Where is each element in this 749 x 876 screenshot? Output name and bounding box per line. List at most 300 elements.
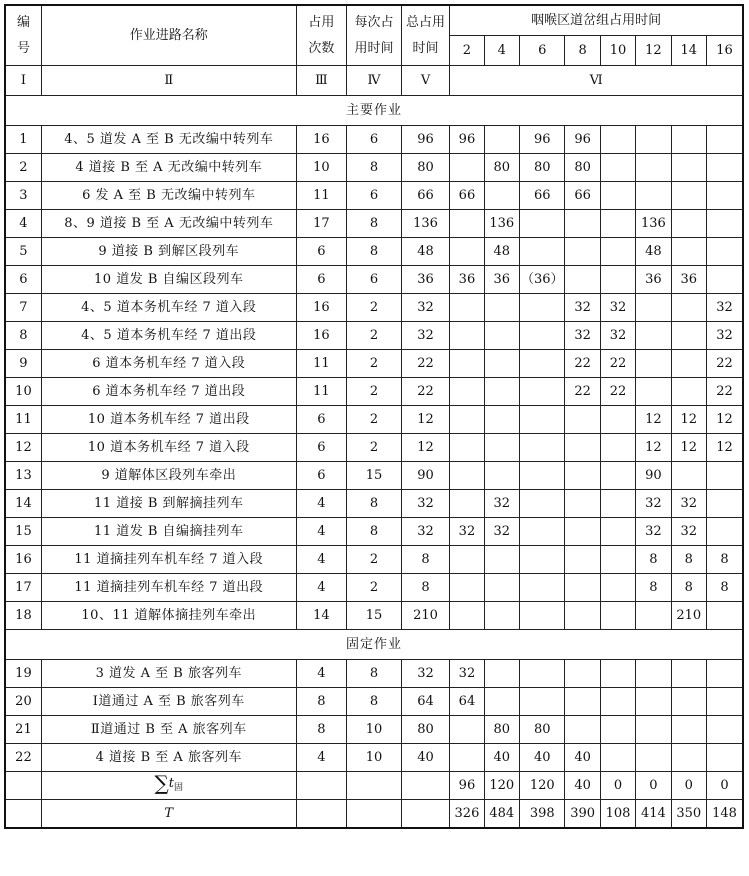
row-each-time: 2	[347, 378, 402, 406]
row-route-name: 11 道发 B 自编摘挂列车	[41, 518, 296, 546]
row-route-name: 10 道本务机车经 7 道入段	[41, 434, 296, 462]
sum-value: 120	[520, 772, 565, 800]
total-value: 390	[565, 800, 600, 829]
row-switch-cell: 40	[565, 744, 600, 772]
table-row	[5, 406, 743, 434]
row-count: 6	[296, 434, 347, 462]
row-no: 5	[5, 238, 41, 266]
row-switch-cell	[520, 350, 565, 378]
row-switch-cell	[600, 154, 635, 182]
row-switch-cell: 8	[636, 546, 671, 574]
switch-group-14: 14	[671, 36, 706, 66]
row-switch-cell	[520, 406, 565, 434]
row-switch-cell	[600, 688, 635, 716]
row-switch-cell: 36	[484, 266, 519, 294]
row-switch-cell	[671, 294, 706, 322]
total-total-cell	[401, 800, 450, 829]
row-switch-cell: 32	[671, 490, 706, 518]
row-total-time: 210	[401, 602, 450, 630]
row-no: 8	[5, 322, 41, 350]
roman-4: Ⅳ	[347, 66, 402, 96]
row-switch-cell	[600, 266, 635, 294]
row-switch-cell: 32	[671, 518, 706, 546]
total-row	[5, 800, 743, 829]
row-switch-cell	[636, 744, 671, 772]
row-no: 13	[5, 462, 41, 490]
table-row	[5, 602, 743, 630]
row-switch-cell: 22	[565, 378, 600, 406]
row-switch-cell: 22	[600, 378, 635, 406]
row-switch-cell	[706, 462, 743, 490]
row-switch-cell	[600, 126, 635, 154]
row-count: 11	[296, 182, 347, 210]
row-count: 4	[296, 518, 347, 546]
row-switch-cell	[671, 154, 706, 182]
row-route-name: Ⅱ道通过 B 至 A 旅客列车	[41, 716, 296, 744]
total-value: 414	[636, 800, 671, 829]
sum-label	[41, 772, 296, 800]
row-count: 4	[296, 546, 347, 574]
row-switch-cell: 136	[484, 210, 519, 238]
row-route-name: 8、9 道接 B 至 A 无改编中转列车	[41, 210, 296, 238]
row-no: 19	[5, 660, 41, 688]
row-switch-cell	[706, 238, 743, 266]
row-no: 1	[5, 126, 41, 154]
table-row	[5, 546, 743, 574]
row-switch-cell: 80	[484, 154, 519, 182]
table-row	[5, 518, 743, 546]
sum-count-cell	[296, 772, 347, 800]
row-switch-cell	[671, 660, 706, 688]
row-switch-cell	[484, 126, 519, 154]
row-switch-cell: 8	[706, 574, 743, 602]
row-switch-cell	[600, 602, 635, 630]
row-switch-cell	[484, 574, 519, 602]
row-no: 15	[5, 518, 41, 546]
row-switch-cell	[450, 210, 484, 238]
row-no: 10	[5, 378, 41, 406]
row-switch-cell	[565, 406, 600, 434]
row-no: 6	[5, 266, 41, 294]
row-switch-cell: 80	[484, 716, 519, 744]
row-switch-cell: 8	[671, 546, 706, 574]
total-label	[41, 800, 296, 829]
switch-group-6: 6	[520, 36, 565, 66]
row-each-time: 15	[347, 602, 402, 630]
row-no: 21	[5, 716, 41, 744]
header-no-line1: 编	[16, 14, 30, 30]
row-switch-cell	[636, 294, 671, 322]
row-switch-cell	[520, 462, 565, 490]
row-switch-cell	[520, 210, 565, 238]
row-switch-cell	[484, 294, 519, 322]
row-switch-cell: 32	[636, 490, 671, 518]
row-count: 6	[296, 238, 347, 266]
sum-value: 40	[565, 772, 600, 800]
row-switch-cell	[706, 210, 743, 238]
row-each-time: 2	[347, 574, 402, 602]
row-route-name: 11 道摘挂列车机车经 7 道入段	[41, 546, 296, 574]
row-total-time: 40	[401, 744, 450, 772]
row-switch-cell	[671, 462, 706, 490]
row-switch-cell	[520, 518, 565, 546]
row-switch-cell	[565, 574, 600, 602]
roman-6: Ⅵ	[450, 66, 743, 96]
row-route-name: 10 道本务机车经 7 道出段	[41, 406, 296, 434]
row-switch-cell	[484, 688, 519, 716]
table-row	[5, 462, 743, 490]
row-switch-cell	[600, 210, 635, 238]
row-each-time: 2	[347, 546, 402, 574]
row-total-time: 64	[401, 688, 450, 716]
row-switch-cell	[450, 350, 484, 378]
row-no: 7	[5, 294, 41, 322]
row-switch-cell	[450, 154, 484, 182]
row-switch-cell	[671, 744, 706, 772]
sum-symbol: ∑	[154, 771, 169, 795]
row-switch-cell: 32	[600, 322, 635, 350]
row-switch-cell	[636, 378, 671, 406]
row-switch-cell: 22	[600, 350, 635, 378]
row-switch-cell	[484, 462, 519, 490]
row-each-time: 8	[347, 154, 402, 182]
row-total-time: 12	[401, 434, 450, 462]
switch-group-12: 12	[636, 36, 671, 66]
row-switch-cell	[706, 518, 743, 546]
row-switch-cell	[600, 716, 635, 744]
row-switch-cell	[600, 462, 635, 490]
switch-group-2: 2	[450, 36, 484, 66]
row-total-time: 32	[401, 518, 450, 546]
total-value: 108	[600, 800, 635, 829]
row-switch-cell	[484, 406, 519, 434]
row-switch-cell: 32	[450, 660, 484, 688]
row-each-time: 6	[347, 266, 402, 294]
row-switch-cell	[484, 182, 519, 210]
table-row	[5, 238, 743, 266]
row-switch-cell	[636, 322, 671, 350]
row-switch-cell	[450, 574, 484, 602]
row-each-time: 2	[347, 350, 402, 378]
row-route-name: Ⅰ道通过 A 至 B 旅客列车	[41, 688, 296, 716]
row-count: 8	[296, 716, 347, 744]
sum-row	[5, 772, 743, 800]
total-value: 326	[450, 800, 484, 829]
row-switch-cell	[636, 154, 671, 182]
row-route-name: 11 道接 B 到解摘挂列车	[41, 490, 296, 518]
row-switch-cell	[671, 378, 706, 406]
row-switch-cell	[520, 378, 565, 406]
row-switch-cell	[520, 602, 565, 630]
row-count: 14	[296, 602, 347, 630]
row-count: 6	[296, 462, 347, 490]
row-switch-cell: 210	[671, 602, 706, 630]
row-switch-cell: 96	[450, 126, 484, 154]
row-switch-cell	[706, 490, 743, 518]
row-switch-cell: 80	[520, 716, 565, 744]
row-no: 17	[5, 574, 41, 602]
row-switch-cell	[450, 546, 484, 574]
throat-occupancy-table	[4, 4, 744, 829]
row-switch-cell	[565, 462, 600, 490]
row-switch-cell	[636, 350, 671, 378]
row-route-name: 10、11 道解体摘挂列车牵出	[41, 602, 296, 630]
row-switch-cell: 22	[565, 350, 600, 378]
row-route-name: 4、5 道本务机车经 7 道出段	[41, 322, 296, 350]
row-route-name: 10 道发 B 自编区段列车	[41, 266, 296, 294]
row-total-time: 32	[401, 490, 450, 518]
row-total-time: 32	[401, 294, 450, 322]
row-switch-cell	[565, 266, 600, 294]
row-switch-cell: 12	[706, 434, 743, 462]
row-switch-cell	[565, 518, 600, 546]
row-count: 6	[296, 266, 347, 294]
row-switch-cell	[600, 490, 635, 518]
row-switch-cell	[450, 602, 484, 630]
row-no: 12	[5, 434, 41, 462]
switch-group-16: 16	[706, 36, 743, 66]
row-switch-cell	[671, 350, 706, 378]
row-count: 4	[296, 744, 347, 772]
total-no-cell	[5, 800, 41, 829]
row-switch-cell	[600, 518, 635, 546]
row-total-time: 80	[401, 716, 450, 744]
total-value: 148	[706, 800, 743, 829]
row-switch-cell	[450, 434, 484, 462]
row-switch-cell: 64	[450, 688, 484, 716]
row-no: 22	[5, 744, 41, 772]
row-switch-cell	[450, 490, 484, 518]
row-switch-cell	[706, 660, 743, 688]
row-switch-cell: 80	[565, 154, 600, 182]
row-each-time: 8	[347, 238, 402, 266]
row-switch-cell: 36	[636, 266, 671, 294]
row-switch-cell	[484, 602, 519, 630]
header-count-line2: 次数	[308, 40, 335, 56]
row-switch-cell	[450, 322, 484, 350]
row-switch-cell	[450, 462, 484, 490]
table-row	[5, 716, 743, 744]
row-total-time: 32	[401, 322, 450, 350]
row-switch-cell: 12	[671, 434, 706, 462]
row-switch-cell	[671, 238, 706, 266]
row-switch-cell	[671, 210, 706, 238]
row-switch-cell	[565, 660, 600, 688]
row-count: 8	[296, 688, 347, 716]
row-each-time: 8	[347, 688, 402, 716]
row-route-name: 4、5 道发 A 至 B 无改编中转列车	[41, 126, 296, 154]
row-no: 9	[5, 350, 41, 378]
row-total-time: 136	[401, 210, 450, 238]
header-each-line2: 用时间	[354, 40, 394, 56]
row-no: 16	[5, 546, 41, 574]
row-switch-cell	[706, 126, 743, 154]
row-switch-cell: 48	[636, 238, 671, 266]
row-switch-cell	[565, 238, 600, 266]
row-switch-cell	[450, 744, 484, 772]
row-total-time: 32	[401, 660, 450, 688]
sum-each-cell	[347, 772, 402, 800]
row-total-time: 96	[401, 126, 450, 154]
row-each-time: 8	[347, 490, 402, 518]
row-switch-cell: 12	[636, 434, 671, 462]
total-value: 484	[484, 800, 519, 829]
sum-value: 0	[671, 772, 706, 800]
row-each-time: 8	[347, 518, 402, 546]
row-switch-cell	[636, 660, 671, 688]
row-no: 3	[5, 182, 41, 210]
header-total	[401, 5, 450, 66]
table-row	[5, 182, 743, 210]
row-switch-cell	[600, 546, 635, 574]
row-each-time: 10	[347, 716, 402, 744]
row-route-name: 4 道接 B 至 A 无改编中转列车	[41, 154, 296, 182]
section-main-label: 主要作业	[5, 96, 743, 126]
row-switch-cell	[484, 660, 519, 688]
table-row	[5, 126, 743, 154]
sum-var: t	[168, 775, 175, 791]
row-switch-cell: 32	[484, 518, 519, 546]
row-total-time: 90	[401, 462, 450, 490]
row-count: 16	[296, 322, 347, 350]
sum-value: 0	[706, 772, 743, 800]
row-switch-cell	[636, 716, 671, 744]
row-no: 18	[5, 602, 41, 630]
row-switch-cell: 96	[565, 126, 600, 154]
row-switch-cell	[484, 350, 519, 378]
row-no: 14	[5, 490, 41, 518]
roman-2: Ⅱ	[41, 66, 296, 96]
roman-5: Ⅴ	[401, 66, 450, 96]
row-each-time: 2	[347, 406, 402, 434]
header-name: 作业进路名称	[41, 5, 296, 66]
table-row	[5, 744, 743, 772]
total-count-cell	[296, 800, 347, 829]
row-switch-cell	[484, 546, 519, 574]
row-switch-cell	[600, 660, 635, 688]
total-value: 350	[671, 800, 706, 829]
table-row	[5, 434, 743, 462]
section-fixed-row	[5, 630, 743, 660]
row-switch-cell: 32	[600, 294, 635, 322]
row-count: 6	[296, 406, 347, 434]
row-route-name: 9 道解体区段列车牵出	[41, 462, 296, 490]
row-switch-cell	[484, 322, 519, 350]
row-switch-cell	[520, 688, 565, 716]
row-switch-cell	[706, 182, 743, 210]
row-switch-cell: 40	[520, 744, 565, 772]
header-no-line2: 号	[16, 40, 30, 56]
row-count: 4	[296, 490, 347, 518]
row-count: 11	[296, 378, 347, 406]
header-no	[5, 5, 41, 66]
row-each-time: 2	[347, 294, 402, 322]
table-row	[5, 266, 743, 294]
table-row	[5, 322, 743, 350]
switch-group-4: 4	[484, 36, 519, 66]
sum-value: 0	[636, 772, 671, 800]
row-total-time: 22	[401, 350, 450, 378]
row-switch-cell	[600, 744, 635, 772]
row-switch-cell	[520, 434, 565, 462]
row-switch-cell: 12	[671, 406, 706, 434]
row-switch-cell: 32	[450, 518, 484, 546]
table-row	[5, 294, 743, 322]
sum-value: 120	[484, 772, 519, 800]
row-switch-cell	[636, 602, 671, 630]
row-route-name: 11 道摘挂列车机车经 7 道出段	[41, 574, 296, 602]
row-total-time: 80	[401, 154, 450, 182]
row-switch-cell: 32	[636, 518, 671, 546]
row-count: 11	[296, 350, 347, 378]
row-each-time: 15	[347, 462, 402, 490]
roman-3: Ⅲ	[296, 66, 347, 96]
table-row	[5, 490, 743, 518]
row-switch-cell	[565, 490, 600, 518]
row-switch-cell: 80	[520, 154, 565, 182]
row-each-time: 8	[347, 660, 402, 688]
row-total-time: 8	[401, 574, 450, 602]
row-route-name: 6 道本务机车经 7 道入段	[41, 350, 296, 378]
sum-value: 96	[450, 772, 484, 800]
row-switch-cell	[600, 574, 635, 602]
row-switch-cell	[671, 126, 706, 154]
row-switch-cell	[706, 266, 743, 294]
row-each-time: 10	[347, 744, 402, 772]
table-container	[4, 4, 744, 829]
row-switch-cell	[520, 546, 565, 574]
row-switch-cell: 32	[565, 294, 600, 322]
row-switch-cell	[600, 182, 635, 210]
row-each-time: 2	[347, 434, 402, 462]
row-route-name: 9 道接 B 到解区段列车	[41, 238, 296, 266]
row-switch-cell	[671, 322, 706, 350]
row-no: 2	[5, 154, 41, 182]
row-switch-cell: 32	[484, 490, 519, 518]
row-switch-cell: 8	[706, 546, 743, 574]
row-each-time: 2	[347, 322, 402, 350]
header-throat: 咽喉区道岔组占用时间	[450, 5, 743, 36]
row-switch-cell	[636, 182, 671, 210]
row-total-time: 48	[401, 238, 450, 266]
header-total-line2: 时间	[412, 40, 439, 56]
row-switch-cell	[636, 126, 671, 154]
table-row	[5, 378, 743, 406]
sum-total-cell	[401, 772, 450, 800]
row-no: 4	[5, 210, 41, 238]
table-row	[5, 154, 743, 182]
row-switch-cell	[520, 322, 565, 350]
total-value: 398	[520, 800, 565, 829]
row-total-time: 36	[401, 266, 450, 294]
row-switch-cell	[520, 294, 565, 322]
row-each-time: 6	[347, 182, 402, 210]
row-switch-cell	[706, 744, 743, 772]
table-row	[5, 350, 743, 378]
row-switch-cell: 96	[520, 126, 565, 154]
row-switch-cell: 48	[484, 238, 519, 266]
row-switch-cell: 66	[565, 182, 600, 210]
row-route-name: 6 道本务机车经 7 道出段	[41, 378, 296, 406]
row-count: 10	[296, 154, 347, 182]
header-row	[5, 5, 743, 36]
row-count: 4	[296, 660, 347, 688]
row-switch-cell: 8	[671, 574, 706, 602]
total-each-cell	[347, 800, 402, 829]
row-switch-cell: 66	[520, 182, 565, 210]
row-switch-cell: 22	[706, 378, 743, 406]
row-count: 17	[296, 210, 347, 238]
